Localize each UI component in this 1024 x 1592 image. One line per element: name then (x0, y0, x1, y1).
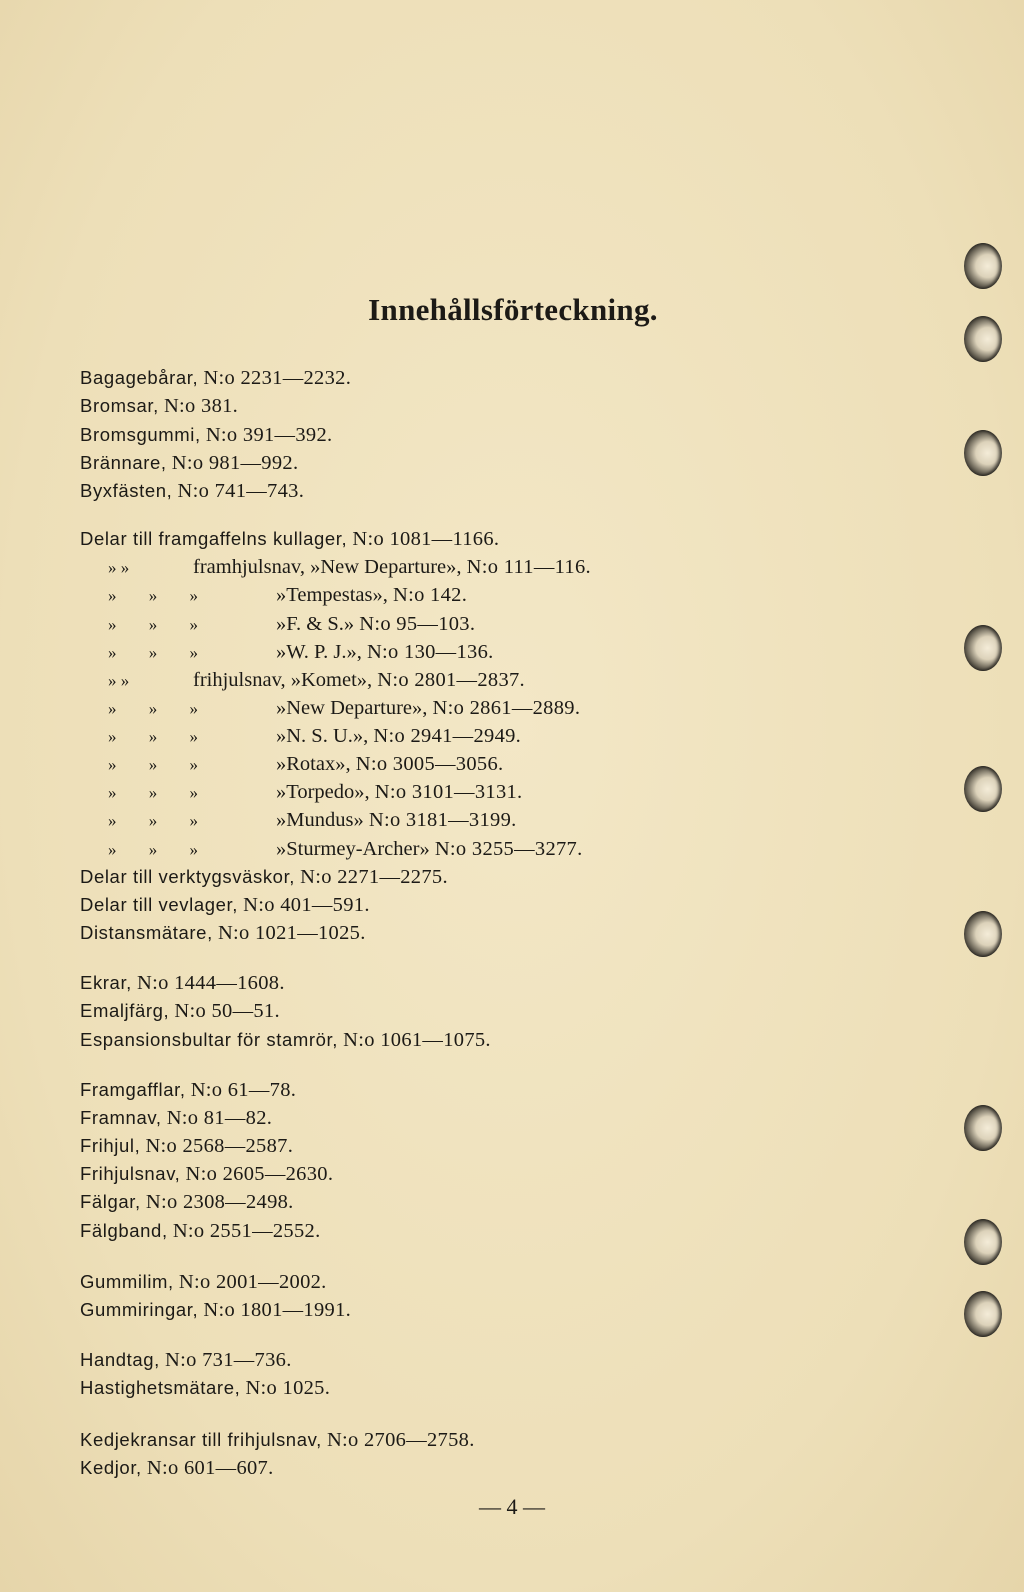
list-item: Kedjekransar till frihjulsnav, N:o 2706—2758. (80, 1429, 475, 1451)
list-item: Fälgband, N:o 2551—2552. (80, 1220, 321, 1242)
binder-hole (964, 1291, 1002, 1337)
list-item: Delar till verktygsväskor, N:o 2271—2275. (80, 866, 448, 888)
binder-hole (964, 1219, 1002, 1265)
list-item: Espansionsbultar för stamrör, N:o 1061—1075. (80, 1029, 491, 1051)
binder-hole (964, 766, 1002, 812)
list-item: Brännare, N:o 981—992. (80, 452, 299, 474)
binder-hole (964, 625, 1002, 671)
list-item: Gummiringar, N:o 1801—1991. (80, 1299, 352, 1321)
list-item: Byxfästen, N:o 741—743. (80, 480, 305, 502)
list-item: Fälgar, N:o 2308—2498. (80, 1191, 294, 1213)
binder-holes (958, 0, 1008, 1592)
binder-hole (964, 430, 1002, 476)
list-item: Framgafflar, N:o 61—78. (80, 1079, 297, 1101)
page-number: — 4 — (479, 1494, 545, 1519)
list-item: Handtag, N:o 731—736. (80, 1349, 292, 1371)
binder-hole (964, 316, 1002, 362)
list-item: Emaljfärg, N:o 50—51. (80, 1000, 280, 1022)
binder-hole (964, 1105, 1002, 1151)
list-item: Delar till vevlager, N:o 401—591. (80, 894, 370, 916)
list-item: Delar till framgaffelns kullager, N:o 1081—1166. (80, 528, 500, 550)
page-title: Innehållsförteckning. (368, 292, 658, 327)
list-item: Gummilim, N:o 2001—2002. (80, 1271, 327, 1293)
list-item: Frihjulsnav, N:o 2605—2630. (80, 1163, 334, 1185)
list-item: Kedjor, N:o 601—607. (80, 1457, 274, 1479)
list-item: Bromsar, N:o 381. (80, 395, 239, 417)
list-item: Ekrar, N:o 1444—1608. (80, 972, 285, 994)
binder-hole (964, 243, 1002, 289)
list-item: Bagagebårar, N:o 2231—2232. (80, 367, 352, 389)
binder-hole (964, 911, 1002, 957)
list-item: Bromsgummi, N:o 391—392. (80, 424, 333, 446)
list-item: Framnav, N:o 81—82. (80, 1107, 273, 1129)
list-item: Frihjul, N:o 2568—2587. (80, 1135, 294, 1157)
list-item: Hastighetsmätare, N:o 1025. (80, 1377, 331, 1399)
list-item: Distansmätare, N:o 1021—1025. (80, 922, 366, 944)
